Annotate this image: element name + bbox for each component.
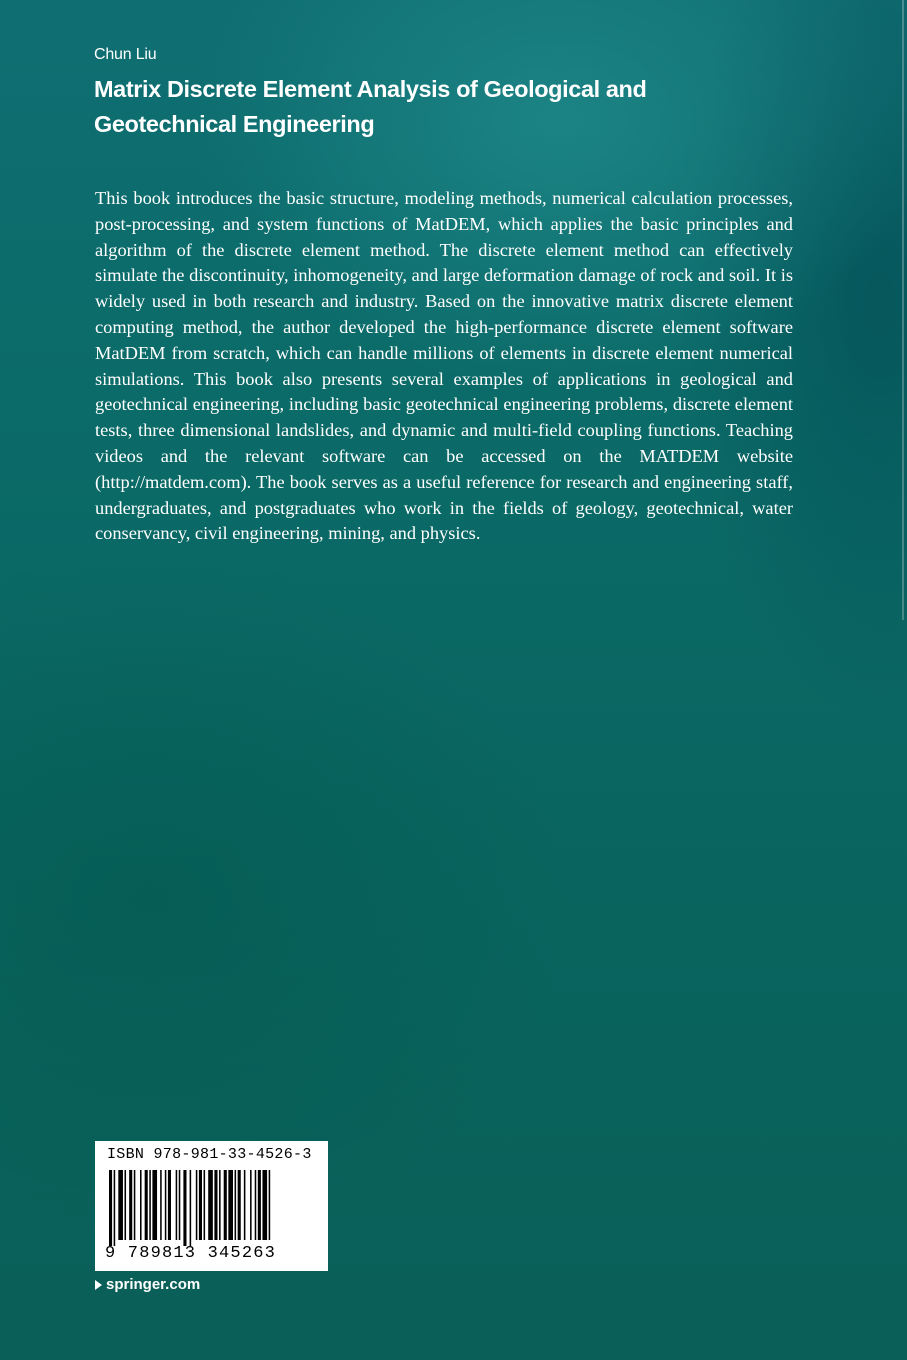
barcode-bar: [238, 1170, 241, 1240]
barcode-bar: [244, 1170, 246, 1240]
barcode-bar: [179, 1170, 181, 1240]
barcode-bar: [165, 1170, 167, 1240]
barcode-bar: [145, 1170, 148, 1240]
barcode-bar: [168, 1170, 171, 1240]
barcode-bar: [224, 1170, 227, 1240]
triangle-right-icon: [95, 1280, 102, 1290]
barcode-bars: [107, 1170, 317, 1248]
barcode-bar: [199, 1170, 202, 1240]
barcode-bar: [109, 1170, 112, 1246]
barcode-bar: [219, 1170, 221, 1240]
barcode-bar: [134, 1170, 136, 1240]
barcode-bar: [149, 1170, 151, 1240]
barcode-bar: [208, 1170, 213, 1240]
barcode-bar: [258, 1170, 261, 1240]
barcode-bar: [196, 1170, 198, 1240]
isbn-barcode-box: [95, 1141, 328, 1271]
barcode-bar: [235, 1170, 237, 1240]
book-title: Matrix Discrete Element Analysis of Geological and Geotechnical Engineering: [94, 76, 647, 137]
barcode-bar: [129, 1170, 132, 1240]
barcode-bar: [269, 1170, 271, 1240]
barcode-bar: [250, 1170, 252, 1240]
barcode-bar: [160, 1170, 162, 1240]
springer-link[interactable]: [95, 1276, 200, 1293]
barcode-bar: [204, 1170, 206, 1240]
barcode-bar: [228, 1170, 233, 1240]
barcode-bar: [152, 1170, 157, 1240]
barcode-bar: [255, 1170, 257, 1240]
barcode-digits: 9 789813 345263: [105, 1244, 277, 1263]
author-name: Chun Liu: [94, 46, 157, 63]
springer-link-label: springer.com: [106, 1276, 201, 1293]
spine-edge-line: [902, 0, 904, 620]
book-description: This book introduces the basic structure, modeling methods, numerical calculation processes, post-processing, and system functions of MatDEM, which applies the basic principles and algorithm of the discrete element method. The discrete element method can effectively simulate the discontinuity, inhomogeneity, and large deformation damage of rock and soil. It is widely used in both research and industry. Based on the innovative matrix discrete element computing method, the author developed the high-performance discrete element software MatDEM from scratch, which can handle millions of elements in discrete element numerical simulations. This book also presents several examples of applications in geological and geotechnical engineering, including basic geotechnical engineering problems, discrete element tests, three dimensional landslides, and dynamic and multi-field coupling functions. Teaching videos and the relevant software can be accessed on the MATDEM website (http://matdem.com). The book serves as a useful reference for research and engineering staff, undergraduates, and postgraduates who work in the fields of geology, geotechnical, water conservancy, civil engineering, mining, and physics.: [95, 188, 793, 544]
barcode-bar: [262, 1170, 267, 1240]
barcode-bar: [118, 1170, 123, 1240]
barcode-bar: [114, 1170, 116, 1246]
barcode-bar: [183, 1170, 186, 1246]
barcode-bar: [214, 1170, 217, 1240]
barcode-bar: [176, 1170, 178, 1240]
barcode-bar: [125, 1170, 127, 1240]
isbn-label: ISBN 978-981-33-4526-3: [107, 1146, 312, 1163]
barcode-bar: [140, 1170, 142, 1240]
barcode-bar: [190, 1170, 192, 1246]
